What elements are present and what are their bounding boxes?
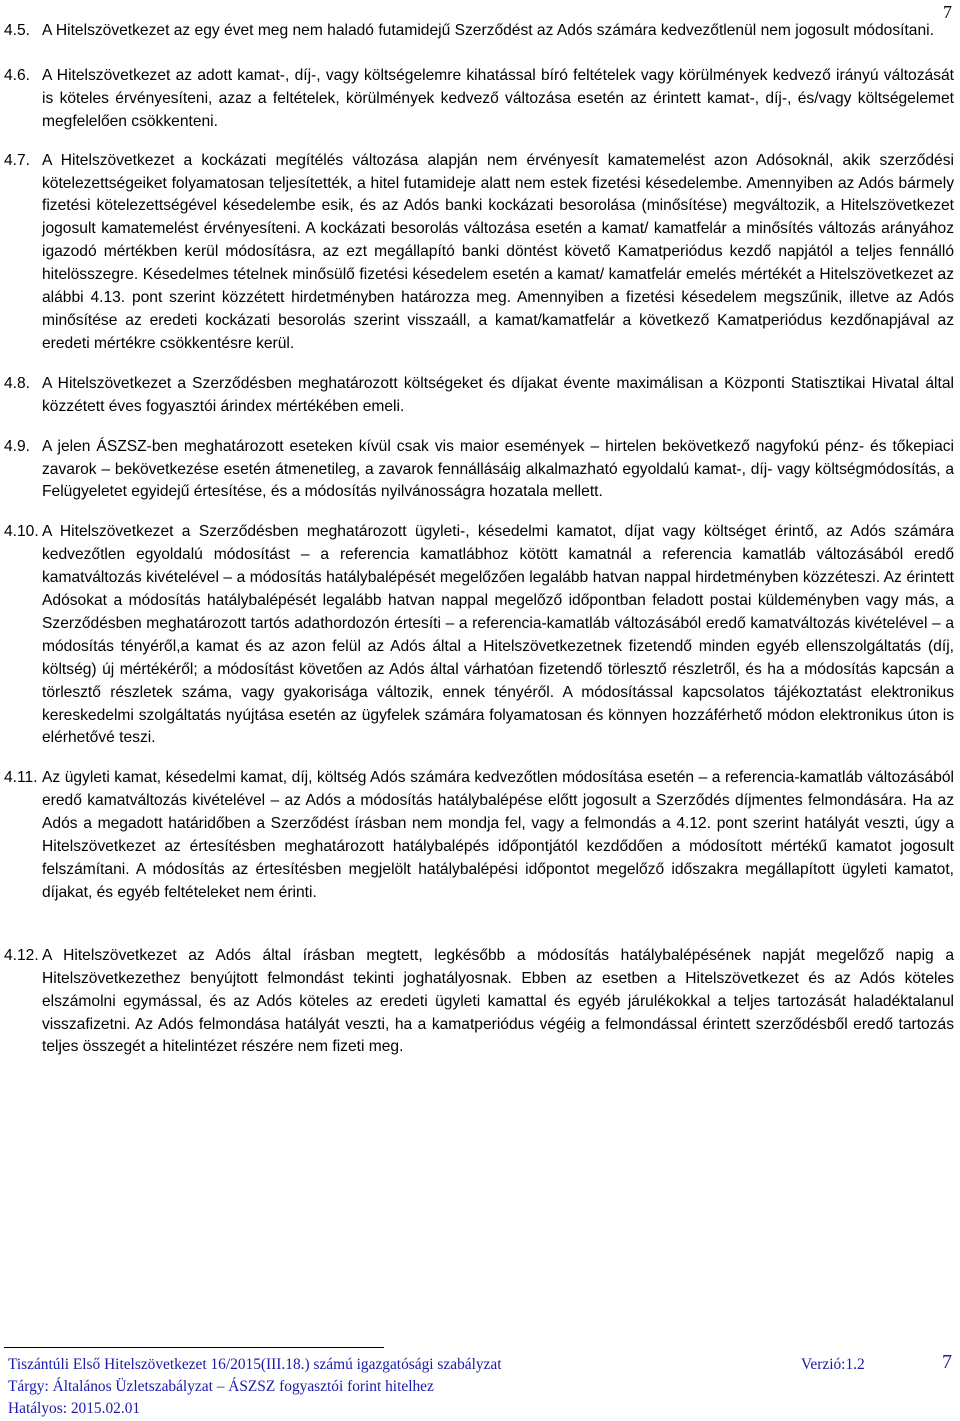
clause-text: A Hitelszövetkezet az adott kamat-, díj-, vagy költségelemre kihatással bíró feltételek vagy körülmények kedvező irányú változását is köteles érvényesíteni, azaz a feltételek, körülmények kedvező változása esetén az érintett kamat-, díj-, és/vagy költségelemet megfelelően csökkenteni. [42, 66, 954, 130]
clause-text: A Hitelszövetkezet a Szerződésben meghatározott ügyleti-, késedelmi kamatot, díjat vagy költséget érintő, az Adós számára kedvezőtlen egyoldalú módosítást – a referencia kamatlábhoz kötött kamatnál a referencia kamatláb változásából eredő kamatváltozás kivételével – a módosítás hatálybalépését megelőzően legalább hatvan nappal hirdetményben közzéteszi. Az érintett Adósokat a módosítás hatálybalépését legalább hatvan nappal megelőző időpontban feladott postai küldeményben vagy más, a Szerződésben meghatározott tartós adathordozón értesíti – a referencia-kamatláb változásából eredő kamatváltozás kivételével – a módosítás tényéről,a kamat és az azon felül az Adós által a Hitelszövetkezetnek fizetendő minden egyéb ellenszolgáltatás (díj, költség) új mértékéről; a módosítást követően az Adós által várhatóan fizetendő törlesztő részletről, és ha a módosítás kapcsán a törlesztő részletek száma, vagy gyakorisága változik, ennek tényéről. A módosítással kapcsolatos tájékoztatást elektronikus kereskedelmi szolgáltatás nyújtása esetén az ügyfelek számára folyamatosan és könnyen hozzáférhető módon elektronikus úton is elérhetővé teszi. [42, 523, 954, 747]
footer-version: Verzió:1.2 [801, 1356, 865, 1373]
clause-4-12 [4, 945, 954, 1060]
footer-regulation-title: Tiszántúli Első Hitelszövetkezet 16/2015(III.18.) számú igazgatósági szabályzat [8, 1356, 502, 1373]
clause-number: 4.6. [4, 66, 31, 84]
clause-number: 4.7. [4, 151, 31, 169]
clause-4-9 [4, 436, 954, 505]
clause-text: A Hitelszövetkezet a Szerződésben meghatározott költségeket és díjakat évente maximálisan a Központi Statisztikai Hivatal által közzétett éves fogyasztói árindex mértékében emeli. [42, 374, 954, 415]
clause-text: A Hitelszövetkezet az egy évet meg nem haladó futamidejű Szerződést az Adós számára kedvezőtlenül nem jogosult módosítani. [42, 22, 934, 39]
footer-row [8, 1351, 952, 1376]
clause-number: 4.12. [4, 946, 39, 964]
page-footer [8, 1351, 952, 1420]
clause-4-8 [4, 373, 954, 419]
clause-number: 4.8. [4, 374, 31, 392]
clause-number: 4.5. [4, 22, 31, 39]
clause-4-6 [4, 65, 954, 134]
footer-page-number: 7 [942, 1351, 952, 1373]
clause-number: 4.11. [4, 769, 38, 787]
footer-effective-date: Hatályos: 2015.02.01 [8, 1400, 141, 1417]
clause-text: A jelen ÁSZSZ-ben meghatározott eseteken kívül csak vis maior események – hirtelen bekövetkező nagyfokú pénz- és tőkepiaci zavarok – bekövetkezése esetén átmenetileg, a zavarok fennállásáig alkalmazható egyoldalú kamat-, díj- vagy költségmódosítás, a Felügyeletet egyidejű értesítése, és a módosítás nyilvánosságra hozatala mellett. [42, 437, 954, 501]
clause-4-5 [4, 20, 954, 43]
clause-text: Az ügyleti kamat, késedelmi kamat, díj, költség Adós számára kedvezőtlen módosítása esetén – a referencia-kamatláb változásából eredő kamatváltozás kivételével – az Adós a módosítás hatálybalépése előtt jogosult a Szerződés díjmentes felmondására. Ha az Adós a megadott határidőben a Szerződést írásban nem mondja fel, vagy a felmondás a 4.12. pont szerint hatályát veszti, úgy a Hitelszövetkezet az értesítésben meghatározott hatálybalépés időpontjától kezdődően a módosított mértékű kamatot jogosult felszámítani. A módosítás az értesítésben megjelölt hatálybalépési időpontot megelőző időszakra megállapított ügyleti kamatot, díjakat, és egyéb feltételeket nem érinti. [42, 769, 954, 901]
footer-divider [4, 1347, 384, 1348]
clause-4-7 [4, 150, 954, 356]
clause-4-10 [4, 521, 954, 750]
clause-number: 4.10. [4, 523, 39, 541]
footer-subject: Tárgy: Általános Üzletszabályzat – ÁSZSZ fogyasztói forint hitelhez [8, 1378, 434, 1395]
document-body [4, 20, 954, 1059]
clause-text: A Hitelszövetkezet az Adós által írásban megtett, legkésőbb a módosítás hatálybalépésének napját megelőző napig a Hitelszövetkezethez benyújtott felmondást tekinti joghatályosnak. Ebben az esetben a Hitelszövetkezet és az Adós köteles elszámolni egymással, és az Adós köteles az eredeti ügyleti kamattal és egyéb járulékokkal a teljes tartozását haladéktalanul visszafizetni. Az Adós felmondása hatályát veszti, ha a kamatperiódus végéig a felmondással érintett szerződésből eredő tartozás teljes összegét a hitelintézet részére nem fizeti meg. [42, 946, 954, 1056]
clause-text: A Hitelszövetkezet a kockázati megítélés változása alapján nem érvényesít kamatemelést azon Adósoknál, akik szerződési kötelezettségeiket folyamatosan teljesítették, a hitel futamideje alatt nem estek fizetési késedelembe. Amennyiben az Adós bármely fizetési kötelezettségével késedelembe esik, és az Adós banki kockázati besorolása (minősítése) megváltozik, a Hitelszövetkezet jogosult kamatemelést érvényesíteni. A kockázati besorolás változása esetén a kamat/ kamatfelár a minősítés változás arányához igazodó mértékben kerül módosításra, az ezt megállapító banki döntést követő Kamatperiódus kezdő napjától a teljes fennálló hitelösszegre. Késedelmes tételnek minősülő fizetési késedelem esetén a kamat/ kamatfelár emelés mértékét a Hitelszövetkezet az alábbi 4.13. pont szerint közzétett hirdetményben határozza meg. Amennyiben a fizetési késedelem megszűnik, illetve az Adós minősítése az eredeti kockázati besorolás szerint visszaáll, a kamat/kamatfelár a következő Kamatperiódus kezdőnapjával az eredeti mértékre csökkentésre kerül. [42, 151, 954, 352]
page-number-top: 7 [943, 2, 952, 22]
clause-number: 4.9. [4, 437, 31, 455]
clause-4-11 [4, 767, 954, 904]
